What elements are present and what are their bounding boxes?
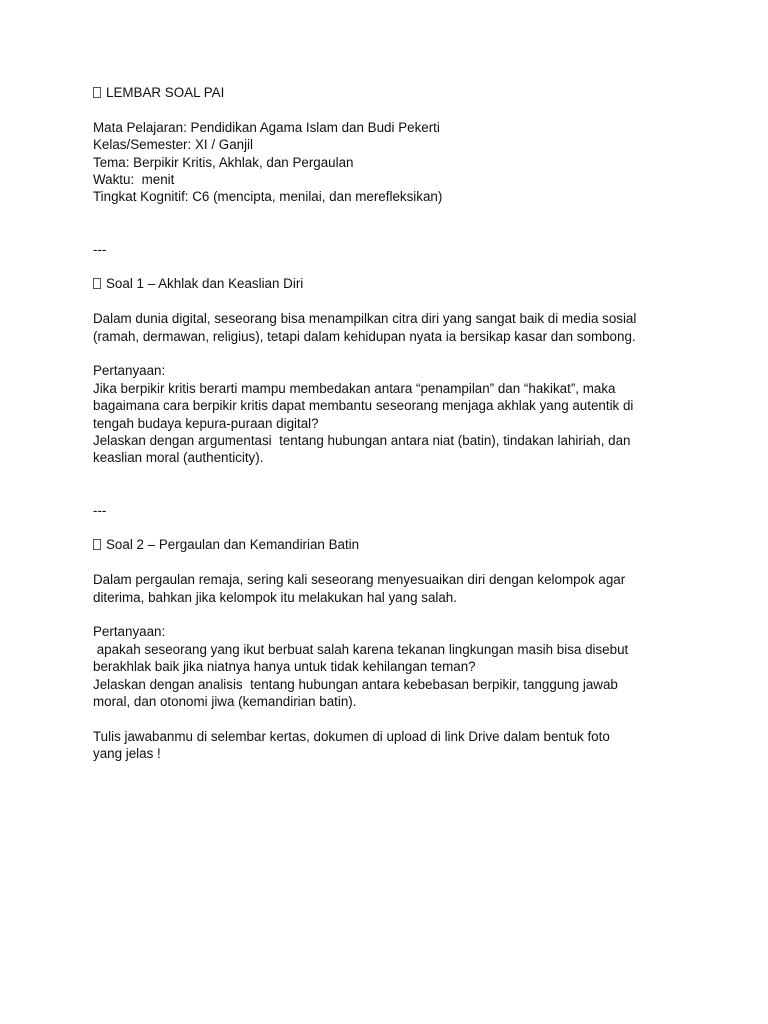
question-1-context-line: (ramah, dermawan, religius), tetapi dalam kehidupan nyata ia bersikap kasar dan sombong. — [93, 328, 636, 344]
question-1-prompt-line: bagaimana cara berpikir kritis dapat membantu seseorang menjaga akhlak yang autentik di — [93, 398, 634, 414]
question-1-prompt-line: tengah budaya kepura-puraan digital? — [93, 415, 319, 431]
meta-cognitive-level: Tingkat Kognitif: C6 (mencipta, menilai, dan merefleksikan) — [93, 189, 443, 205]
meta-subject: Mata Pelajaran: Pendidikan Agama Islam dan Budi Pekerti — [93, 119, 440, 135]
question-1-context-line: Dalam dunia digital, seseorang bisa menampilkan citra diri yang sangat baik di media sosial — [93, 311, 637, 327]
question-2-prompt-label: Pertanyaan: — [93, 624, 166, 640]
question-1-prompt-line: Jelaskan dengan argumentasi tentang hubungan antara niat (batin), tindakan lahiriah, dan — [93, 433, 631, 449]
missing-glyph-icon — [93, 87, 101, 98]
document-title-line — [93, 84, 683, 101]
missing-glyph-icon — [93, 539, 101, 550]
separator: --- — [93, 241, 107, 257]
question-2-context-line: Dalam pergaulan remaja, sering kali seseorang menyesuaikan diri dengan kelompok agar — [93, 572, 626, 588]
question-1-heading-line — [93, 275, 683, 292]
separator: --- — [93, 502, 107, 518]
document-content — [93, 84, 683, 763]
question-2-prompt-line: berakhlak baik jika niatnya hanya untuk tidak kehilangan teman? — [93, 659, 476, 675]
question-1-prompt-label: Pertanyaan: — [93, 363, 166, 379]
question-2-prompt-line: moral, dan otonomi jiwa (kemandirian batin). — [93, 694, 357, 710]
meta-class-semester: Kelas/Semester: XI / Ganjil — [93, 137, 254, 153]
question-2-heading-line — [93, 536, 683, 553]
meta-time: Waktu: menit — [93, 172, 175, 188]
question-2-heading: Soal 2 – Pergaulan dan Kemandirian Batin — [106, 537, 360, 553]
closing-instruction-line: Tulis jawabanmu di selembar kertas, dokumen di upload di link Drive dalam bentuk foto — [93, 728, 610, 744]
meta-theme: Tema: Berpikir Kritis, Akhlak, dan Pergaulan — [93, 154, 354, 170]
document-title: LEMBAR SOAL PAI — [106, 85, 225, 100]
missing-glyph-icon — [93, 278, 101, 289]
closing-instruction-line: yang jelas ! — [93, 746, 161, 762]
question-2-prompt-line: Jelaskan dengan analisis tentang hubungan antara kebebasan berpikir, tanggung jawab — [93, 676, 618, 692]
question-1-prompt-line: Jika berpikir kritis berarti mampu membedakan antara “penampilan” dan “hakikat”, maka — [93, 380, 616, 396]
question-1-prompt-line: keaslian moral (authenticity). — [93, 450, 264, 466]
question-2-context-line: diterima, bahkan jika kelompok itu melakukan hal yang salah. — [93, 589, 457, 605]
question-1-heading: Soal 1 – Akhlak dan Keaslian Diri — [106, 276, 304, 292]
question-2-prompt-line: apakah seseorang yang ikut berbuat salah karena tekanan lingkungan masih bisa disebut — [93, 641, 629, 657]
